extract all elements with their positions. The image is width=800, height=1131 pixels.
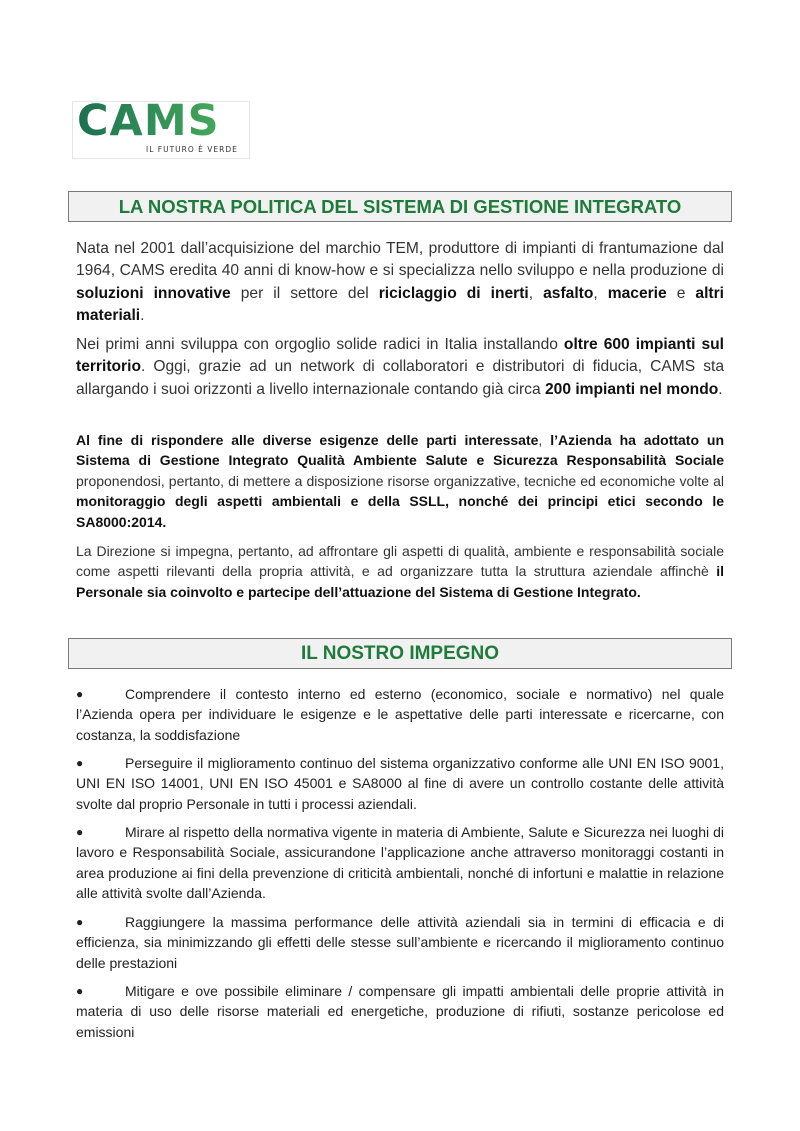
bullet-icon: ● — [76, 756, 84, 770]
commitment-item: ● Mirare al rispetto della normativa vigente in materia di Ambiente, Salute e Sicurezza nei luoghi di lavoro e Responsabilità Sociale, assicurandone l’applicazione anche attraverso monitoraggi costanti in area produzione ai fini della prevenzione di criticità ambientali, nonché di infortuni e malattie in relazione alle attività svolte dall’Azienda. — [76, 824, 724, 902]
paragraph-history: Nata nel 2001 dall’acquisizione del marchio TEM, produttore di impianti di frantumazione dal 1964, CAMS eredita 40 anni di know-how e si specializza nello sviluppo e nella produzione di soluzioni innovative per il settore del riciclaggio di inerti, asfalto, macerie e altri materiali. — [76, 240, 725, 325]
bullet-icon: ● — [76, 915, 84, 929]
section-title-politica: LA NOSTRA POLITICA DEL SISTEMA DI GESTIONE INTEGRATO — [68, 191, 732, 222]
commitment-item: ● Comprendere il contesto interno ed esterno (economico, sociale e normativo) nel quale l’Azienda opera per individuare le esigenze e le aspettative delle parti interessate e ricercarne, con costanza, la soddisfazione — [76, 686, 724, 743]
paragraph-management-system: Al fine di rispondere alle diverse esigenze delle parti interessate, l’Azienda ha adottato un Sistema di Gestione Integrato Qualità Ambiente Salute e Sicurezza Responsabilità Sociale proponendosi, pertanto, di mettere a disposizione risorse organizzative, tecniche ed economiche volte al monitoraggio degli aspetti ambientali e della SSLL, nonché dei principi etici secondo le SA8000:2014. — [76, 432, 725, 530]
logo-wordmark: CAMS — [77, 96, 220, 146]
commitment-item: ● Perseguire il miglioramento continuo del sistema organizzativo conforme alle UNI EN ISO 9001, UNI EN ISO 14001, UNI EN ISO 45001 e SA8000 al fine di avere un controllo costante delle attività svolte dal proprio Personale in tutti i processi aziendali. — [76, 755, 724, 812]
paragraph-direction: La Direzione si impegna, pertanto, ad affrontare gli aspetti di qualità, ambiente e responsabilità sociale come aspetti rilevanti della propria attività, e ad organizzare tutta la struttura aziendale affinchè il Personale sia coinvolto e partecipe dell’attuazione del Sistema di Gestione Integrato. — [76, 543, 724, 600]
company-logo — [72, 96, 250, 159]
commitment-item: ● Mitigare e ove possibile eliminare / compensare gli impatti ambientali delle proprie attività in materia di uso delle risorse materiali ed energetiche, produzione di rifiuti, sostanze pericolose ed emissioni — [76, 983, 724, 1040]
bullet-icon: ● — [76, 687, 84, 701]
commitment-item: ● Raggiungere la massima performance delle attività aziendali sia in termini di efficacia e di efficienza, sia minimizzando gli effetti delle stesse sull’ambiente e ricercando il miglioramento continuo delle prestazioni — [76, 914, 724, 971]
bullet-icon: ● — [76, 825, 84, 839]
bullet-icon: ● — [76, 984, 84, 998]
section-title-impegno: IL NOSTRO IMPEGNO — [68, 638, 732, 669]
paragraph-growth: Nei primi anni sviluppa con orgoglio solide radici in Italia installando oltre 600 impianti sul territorio. Oggi, grazie ad un network di collaboratori e distributori di fiducia, CAMS sta allargando i suoi orizzonti a livello internazionale contando già circa 200 impianti nel mondo. — [76, 336, 724, 398]
logo-tagline: IL FUTURO È VERDE — [146, 145, 238, 154]
